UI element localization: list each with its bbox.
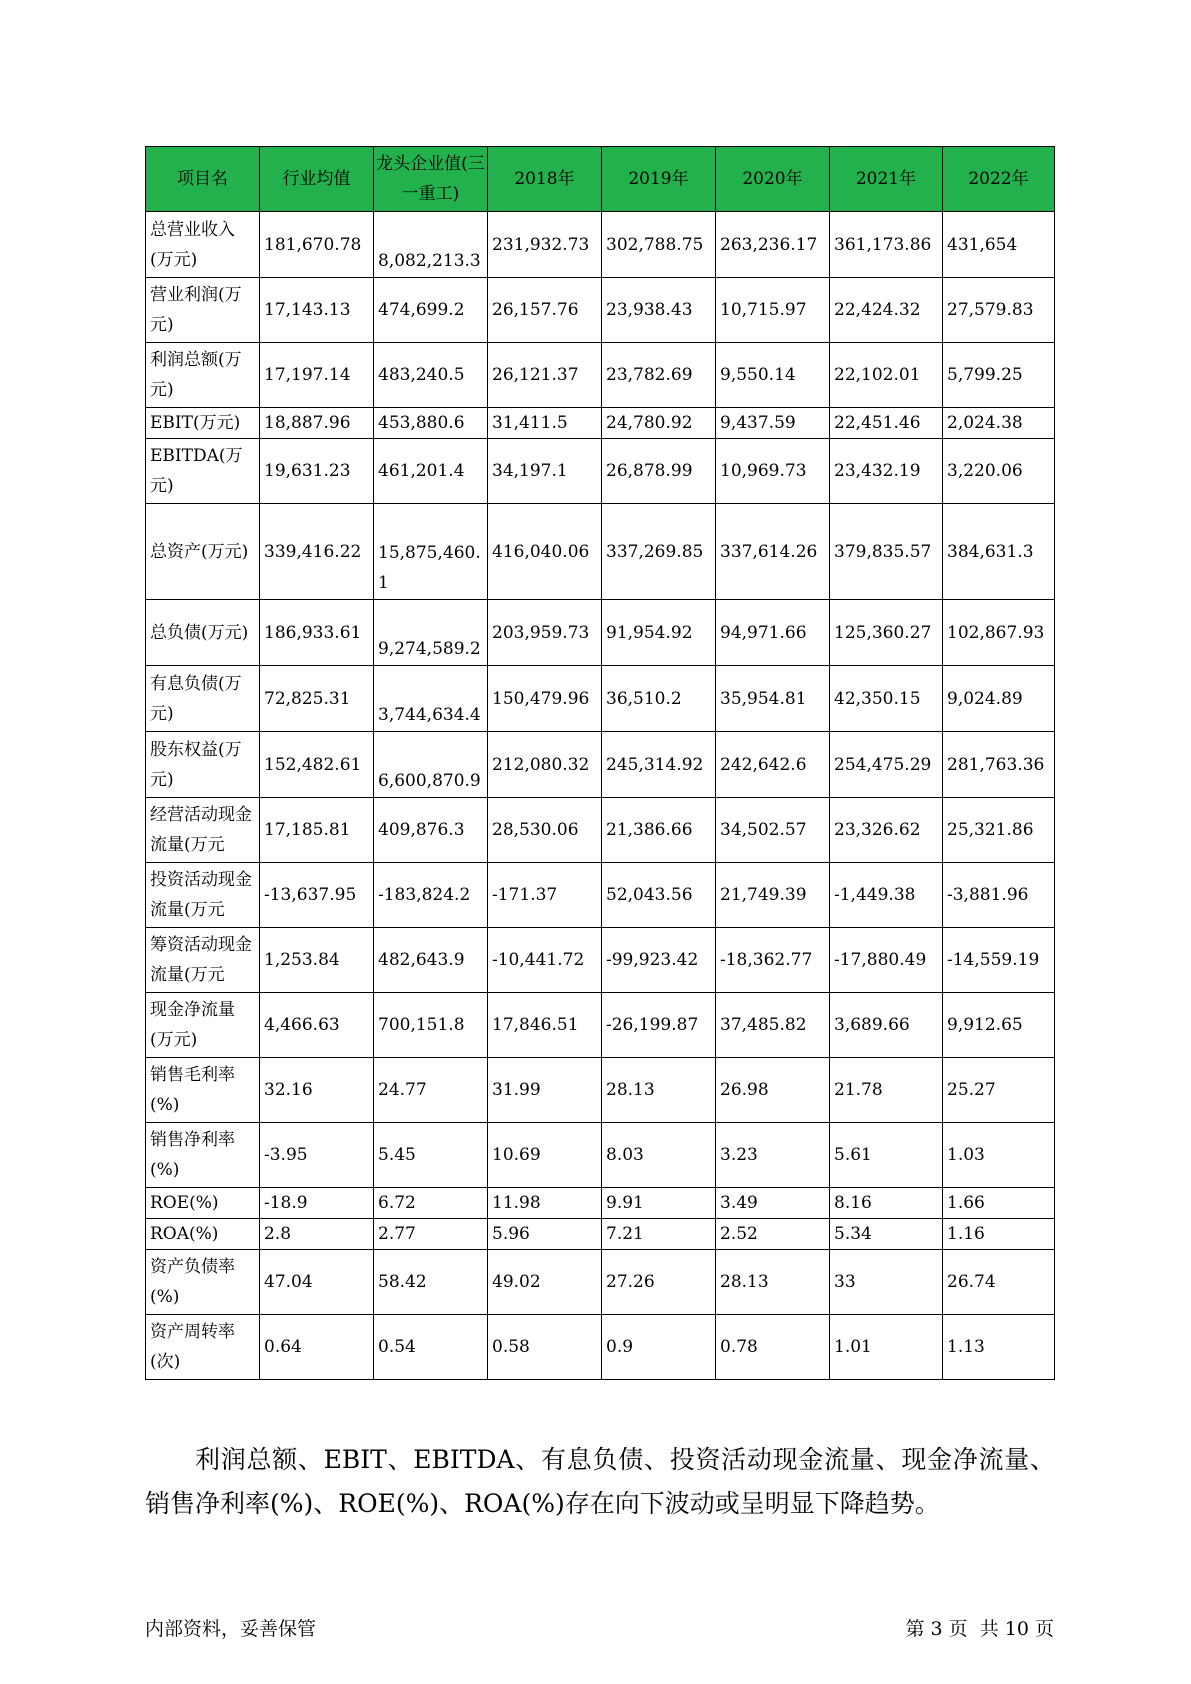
row-label-cell: 投资活动现金流量(万元 — [146, 863, 260, 928]
value-cell: 9.91 — [602, 1188, 716, 1219]
value-cell: 0.64 — [260, 1315, 374, 1380]
value-cell: 21,749.39 — [716, 863, 830, 928]
value-cell: 22,451.46 — [830, 408, 943, 439]
value-cell: 10.69 — [488, 1123, 602, 1188]
value-cell: 23,432.19 — [830, 439, 943, 504]
value-cell: -13,637.95 — [260, 863, 374, 928]
table-row — [146, 1123, 1055, 1188]
value-cell: 5,799.25 — [943, 343, 1055, 408]
row-label-cell: 总营业收入(万元) — [146, 212, 260, 278]
value-cell: 337,269.85 — [602, 504, 716, 600]
value-cell: 23,326.62 — [830, 798, 943, 863]
value-cell: 6.72 — [374, 1188, 488, 1219]
header-leader-value: 龙头企业值(三一重工) — [374, 147, 488, 212]
value-cell: 186,933.61 — [260, 600, 374, 666]
table-row — [146, 993, 1055, 1058]
row-label-cell: 总负债(万元) — [146, 600, 260, 666]
row-label-cell: 销售毛利率(%) — [146, 1058, 260, 1123]
value-cell: 700,151.8 — [374, 993, 488, 1058]
value-cell: 181,670.78 — [260, 212, 374, 278]
row-label-cell: 经营活动现金流量(万元 — [146, 798, 260, 863]
value-cell: 3,689.66 — [830, 993, 943, 1058]
value-cell: 26,121.37 — [488, 343, 602, 408]
row-label-cell: 总资产(万元) — [146, 504, 260, 600]
value-cell: 339,416.22 — [260, 504, 374, 600]
value-cell: 35,954.81 — [716, 666, 830, 732]
row-label-cell: ROE(%) — [146, 1188, 260, 1219]
value-cell: 2.52 — [716, 1219, 830, 1250]
table-body — [146, 212, 1055, 1380]
analysis-paragraph: 利润总额、EBIT、EBITDA、有息负债、投资活动现金流量、现金净流量、销售净利率(%)、ROE(%)、ROA(%)存在向下波动或呈明显下降趋势。 — [145, 1445, 1055, 1518]
value-cell: 0.78 — [716, 1315, 830, 1380]
row-label-cell: 股东权益(万元) — [146, 732, 260, 798]
value-cell: 152,482.61 — [260, 732, 374, 798]
value-cell: 15,875,460.1 — [374, 504, 488, 600]
value-cell: 1.13 — [943, 1315, 1055, 1380]
value-cell: 23,782.69 — [602, 343, 716, 408]
row-label-cell: 资产负债率(%) — [146, 1250, 260, 1315]
value-cell: 31.99 — [488, 1058, 602, 1123]
value-cell: -171.37 — [488, 863, 602, 928]
value-cell: 42,350.15 — [830, 666, 943, 732]
value-cell: 4,466.63 — [260, 993, 374, 1058]
value-cell: 416,040.06 — [488, 504, 602, 600]
value-cell: 242,642.6 — [716, 732, 830, 798]
value-cell: 24,780.92 — [602, 408, 716, 439]
row-label-cell: 资产周转率(次) — [146, 1315, 260, 1380]
footer-confidential-note: 内部资料，妥善保管 — [145, 1618, 317, 1640]
value-cell: 263,236.17 — [716, 212, 830, 278]
value-cell: 17,185.81 — [260, 798, 374, 863]
value-cell: 461,201.4 — [374, 439, 488, 504]
value-cell: 28.13 — [602, 1058, 716, 1123]
value-cell: 1.01 — [830, 1315, 943, 1380]
value-cell: 94,971.66 — [716, 600, 830, 666]
row-label-cell: 筹资活动现金流量(万元 — [146, 928, 260, 993]
value-cell: 203,959.73 — [488, 600, 602, 666]
value-cell: -18.9 — [260, 1188, 374, 1219]
value-cell: 24.77 — [374, 1058, 488, 1123]
value-cell: 47.04 — [260, 1250, 374, 1315]
value-cell: 1.16 — [943, 1219, 1055, 1250]
value-cell: 2.8 — [260, 1219, 374, 1250]
footer-page-number: 第 3 页 共 10 页 — [905, 1618, 1054, 1640]
value-cell: 0.54 — [374, 1315, 488, 1380]
value-cell: 409,876.3 — [374, 798, 488, 863]
value-cell: 28,530.06 — [488, 798, 602, 863]
row-label-cell: 利润总额(万元) — [146, 343, 260, 408]
value-cell: 379,835.57 — [830, 504, 943, 600]
value-cell: 28.13 — [716, 1250, 830, 1315]
value-cell: 482,643.9 — [374, 928, 488, 993]
value-cell: 37,485.82 — [716, 993, 830, 1058]
value-cell: 21.78 — [830, 1058, 943, 1123]
value-cell: 34,197.1 — [488, 439, 602, 504]
value-cell: 2.77 — [374, 1219, 488, 1250]
value-cell: 6,600,870.9 — [374, 732, 488, 798]
value-cell: 1.66 — [943, 1188, 1055, 1219]
value-cell: -1,449.38 — [830, 863, 943, 928]
table-row — [146, 504, 1055, 600]
table-row — [146, 928, 1055, 993]
value-cell: 2,024.38 — [943, 408, 1055, 439]
value-cell: 7.21 — [602, 1219, 716, 1250]
value-cell: 384,631.3 — [943, 504, 1055, 600]
value-cell: 27,579.83 — [943, 278, 1055, 343]
table-row — [146, 1219, 1055, 1250]
value-cell: 9,550.14 — [716, 343, 830, 408]
header-2018: 2018年 — [488, 147, 602, 212]
value-cell: 10,969.73 — [716, 439, 830, 504]
value-cell: 72,825.31 — [260, 666, 374, 732]
value-cell: 26.74 — [943, 1250, 1055, 1315]
header-item-name: 项目名 — [146, 147, 260, 212]
value-cell: 25,321.86 — [943, 798, 1055, 863]
value-cell: 25.27 — [943, 1058, 1055, 1123]
value-cell: 1,253.84 — [260, 928, 374, 993]
value-cell: 91,954.92 — [602, 600, 716, 666]
value-cell: -18,362.77 — [716, 928, 830, 993]
value-cell: 52,043.56 — [602, 863, 716, 928]
value-cell: 5.34 — [830, 1219, 943, 1250]
value-cell: 361,173.86 — [830, 212, 943, 278]
row-label-cell: ROA(%) — [146, 1219, 260, 1250]
table-row — [146, 666, 1055, 732]
value-cell: 3.49 — [716, 1188, 830, 1219]
value-cell: 1.03 — [943, 1123, 1055, 1188]
value-cell: 254,475.29 — [830, 732, 943, 798]
value-cell: 21,386.66 — [602, 798, 716, 863]
value-cell: 5.45 — [374, 1123, 488, 1188]
table-row — [146, 1058, 1055, 1123]
table-row — [146, 408, 1055, 439]
header-2020: 2020年 — [716, 147, 830, 212]
value-cell: -14,559.19 — [943, 928, 1055, 993]
row-label-cell: EBIT(万元) — [146, 408, 260, 439]
value-cell: 5.61 — [830, 1123, 943, 1188]
header-2022: 2022年 — [943, 147, 1055, 212]
value-cell: 36,510.2 — [602, 666, 716, 732]
value-cell: 17,197.14 — [260, 343, 374, 408]
value-cell: 31,411.5 — [488, 408, 602, 439]
value-cell: 431,654 — [943, 212, 1055, 278]
value-cell: 3.23 — [716, 1123, 830, 1188]
value-cell: 11.98 — [488, 1188, 602, 1219]
value-cell: 5.96 — [488, 1219, 602, 1250]
value-cell: 0.58 — [488, 1315, 602, 1380]
table-row — [146, 439, 1055, 504]
table-row — [146, 1250, 1055, 1315]
value-cell: 9,024.89 — [943, 666, 1055, 732]
table-row — [146, 798, 1055, 863]
table-row — [146, 212, 1055, 278]
value-cell: 19,631.23 — [260, 439, 374, 504]
value-cell: -10,441.72 — [488, 928, 602, 993]
header-2019: 2019年 — [602, 147, 716, 212]
value-cell: 3,744,634.4 — [374, 666, 488, 732]
value-cell: 23,938.43 — [602, 278, 716, 343]
value-cell: 10,715.97 — [716, 278, 830, 343]
value-cell: 474,699.2 — [374, 278, 488, 343]
value-cell: -26,199.87 — [602, 993, 716, 1058]
value-cell: 17,846.51 — [488, 993, 602, 1058]
value-cell: 8,082,213.3 — [374, 212, 488, 278]
value-cell: 32.16 — [260, 1058, 374, 1123]
header-industry-avg: 行业均值 — [260, 147, 374, 212]
row-label-cell: 有息负债(万元) — [146, 666, 260, 732]
value-cell: -99,923.42 — [602, 928, 716, 993]
value-cell: 33 — [830, 1250, 943, 1315]
value-cell: 337,614.26 — [716, 504, 830, 600]
value-cell: 212,080.32 — [488, 732, 602, 798]
financial-table — [145, 146, 1055, 1380]
value-cell: 17,143.13 — [260, 278, 374, 343]
value-cell: 22,102.01 — [830, 343, 943, 408]
value-cell: 9,912.65 — [943, 993, 1055, 1058]
value-cell: 245,314.92 — [602, 732, 716, 798]
value-cell: 8.16 — [830, 1188, 943, 1219]
value-cell: 102,867.93 — [943, 600, 1055, 666]
table-header-row — [146, 147, 1055, 212]
value-cell: 26,157.76 — [488, 278, 602, 343]
value-cell: 483,240.5 — [374, 343, 488, 408]
value-cell: 9,437.59 — [716, 408, 830, 439]
value-cell: 18,887.96 — [260, 408, 374, 439]
table-row — [146, 863, 1055, 928]
value-cell: -17,880.49 — [830, 928, 943, 993]
value-cell: 8.03 — [602, 1123, 716, 1188]
value-cell: -3,881.96 — [943, 863, 1055, 928]
value-cell: 453,880.6 — [374, 408, 488, 439]
value-cell: -183,824.2 — [374, 863, 488, 928]
header-2021: 2021年 — [830, 147, 943, 212]
value-cell: 125,360.27 — [830, 600, 943, 666]
row-label-cell: EBITDA(万元) — [146, 439, 260, 504]
value-cell: 49.02 — [488, 1250, 602, 1315]
value-cell: 26,878.99 — [602, 439, 716, 504]
value-cell: 22,424.32 — [830, 278, 943, 343]
row-label-cell: 现金净流量(万元) — [146, 993, 260, 1058]
table-row — [146, 343, 1055, 408]
value-cell: 27.26 — [602, 1250, 716, 1315]
value-cell: 0.9 — [602, 1315, 716, 1380]
row-label-cell: 销售净利率(%) — [146, 1123, 260, 1188]
value-cell: 231,932.73 — [488, 212, 602, 278]
row-label-cell: 营业利润(万元) — [146, 278, 260, 343]
value-cell: 281,763.36 — [943, 732, 1055, 798]
value-cell: 302,788.75 — [602, 212, 716, 278]
table-row — [146, 1188, 1055, 1219]
table-row — [146, 278, 1055, 343]
value-cell: 3,220.06 — [943, 439, 1055, 504]
table-row — [146, 732, 1055, 798]
value-cell: 26.98 — [716, 1058, 830, 1123]
value-cell: 150,479.96 — [488, 666, 602, 732]
value-cell: 9,274,589.2 — [374, 600, 488, 666]
table-row — [146, 1315, 1055, 1380]
financial-table-container — [145, 146, 1054, 1380]
table-row — [146, 600, 1055, 666]
value-cell: -3.95 — [260, 1123, 374, 1188]
value-cell: 34,502.57 — [716, 798, 830, 863]
value-cell: 58.42 — [374, 1250, 488, 1315]
